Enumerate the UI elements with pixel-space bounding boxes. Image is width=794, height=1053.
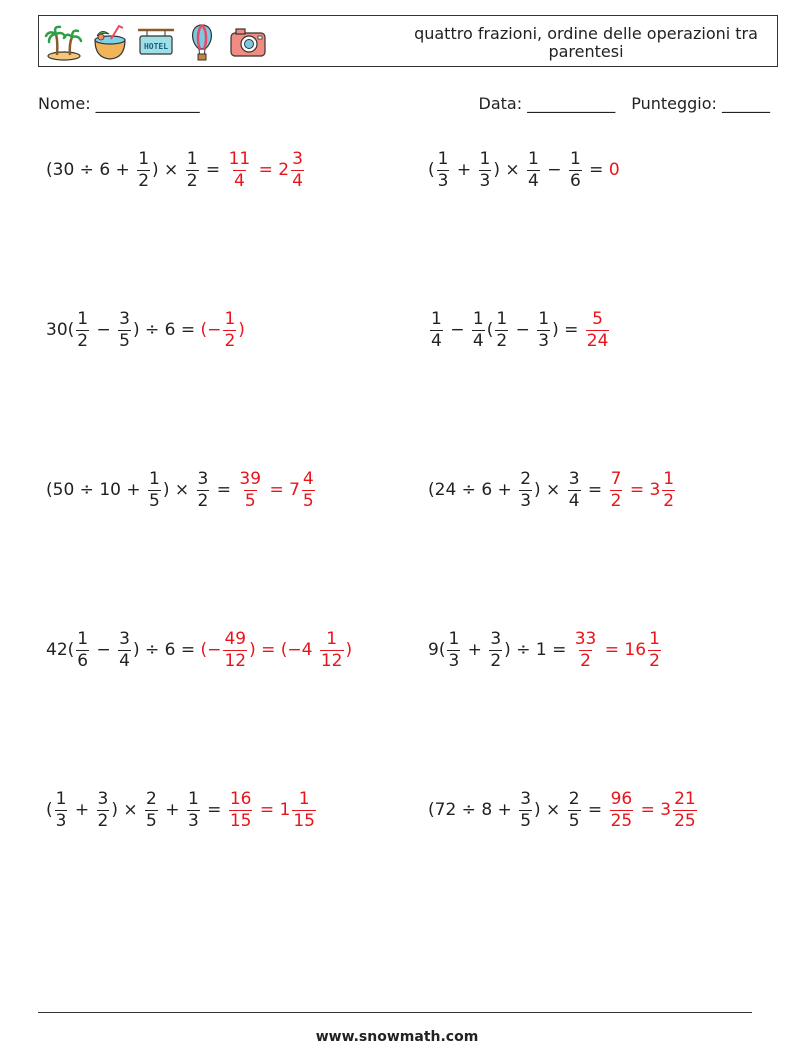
fraction-denominator: 4	[528, 170, 539, 191]
expression-text: =	[201, 800, 227, 820]
fraction-denominator: 2	[490, 650, 502, 671]
expression-text: =	[583, 160, 609, 180]
fraction	[186, 148, 199, 191]
fraction	[586, 308, 610, 351]
expression-text: ) ÷ 6 =	[132, 320, 201, 340]
fraction-numerator: 1	[479, 148, 491, 169]
fraction-denominator: 2	[138, 170, 150, 191]
fraction-numerator: 2	[146, 788, 157, 809]
answer	[584, 308, 612, 351]
expression-text: (24 ÷ 6 +	[428, 480, 518, 500]
fraction-numerator: 16	[229, 788, 252, 809]
fraction	[662, 468, 675, 511]
fraction-numerator: 5	[592, 308, 603, 329]
fraction-denominator: 5	[149, 490, 160, 511]
fraction-numerator: 1	[448, 628, 460, 649]
fraction	[145, 788, 158, 831]
fraction	[472, 308, 485, 351]
fraction	[430, 308, 443, 351]
camera-icon	[227, 22, 269, 62]
fraction-numerator: 21	[674, 788, 696, 809]
expression-text: ) ×	[152, 160, 184, 180]
answer	[200, 308, 245, 351]
fraction	[537, 308, 550, 351]
fraction-numerator: 3	[119, 308, 130, 329]
fraction	[148, 468, 161, 511]
fraction-denominator: 3	[538, 330, 550, 351]
fraction-numerator: 1	[77, 308, 89, 329]
fraction	[527, 148, 540, 191]
fraction-numerator: 1	[528, 148, 539, 169]
expression-text: )	[345, 640, 353, 660]
problem-7	[46, 623, 352, 677]
fraction-numerator: 1	[77, 628, 89, 649]
expression-text: (30 ÷ 6 +	[46, 160, 136, 180]
fraction-numerator: 1	[649, 628, 660, 649]
expression-text: =	[200, 160, 226, 180]
fraction-numerator: 3	[119, 628, 130, 649]
fraction-denominator: 4	[119, 650, 130, 671]
problem-1	[46, 143, 306, 197]
fraction-denominator: 5	[244, 490, 256, 511]
fraction	[489, 628, 502, 671]
header-icons	[43, 22, 269, 62]
fraction-denominator: 4	[472, 330, 484, 351]
expression-text: −	[91, 640, 117, 660]
fraction-numerator: 49	[224, 628, 247, 649]
expression-text: +	[69, 800, 95, 820]
fraction-numerator: 3	[520, 788, 532, 809]
expression-text: ) ×	[534, 480, 566, 500]
fraction-denominator: 2	[97, 810, 109, 831]
fraction-denominator: 12	[320, 650, 343, 671]
fraction	[137, 148, 150, 191]
expression-text: 9(	[428, 640, 446, 660]
fraction	[568, 468, 581, 511]
answer	[572, 628, 663, 671]
fraction-numerator: 1	[569, 148, 581, 169]
fraction	[223, 628, 247, 671]
fraction-denominator: 3	[55, 810, 67, 831]
fraction-denominator: 5	[146, 810, 157, 831]
fraction	[228, 148, 252, 191]
fraction-denominator: 2	[610, 490, 622, 511]
problem-6	[428, 463, 677, 517]
fraction-numerator: 3	[292, 148, 303, 169]
problem-4	[428, 303, 611, 357]
fraction-denominator: 2	[496, 330, 508, 351]
expression-text: (−	[200, 640, 222, 660]
fraction-denominator: 25	[674, 810, 696, 831]
fraction	[479, 148, 492, 191]
answer	[227, 788, 318, 831]
footer-divider	[38, 1012, 752, 1013]
problem-2	[428, 143, 620, 197]
fraction	[97, 788, 110, 831]
fraction-numerator: 1	[186, 148, 198, 169]
fraction-denominator: 5	[302, 490, 314, 511]
expression-text: ) ×	[111, 800, 144, 820]
fraction-denominator: 3	[187, 810, 199, 831]
expression-text: =	[582, 800, 608, 820]
fraction	[569, 148, 582, 191]
fraction	[223, 308, 236, 351]
expression-text: = 2	[253, 160, 290, 180]
fraction	[118, 628, 131, 671]
fraction	[187, 788, 200, 831]
date-field-label: Data: ___________	[478, 94, 616, 113]
expression-text: (	[46, 800, 53, 820]
fraction	[76, 308, 89, 351]
expression-text: −	[444, 320, 470, 340]
fraction-numerator: 1	[496, 308, 508, 329]
fraction-denominator: 3	[479, 170, 491, 191]
expression-text: (	[428, 160, 435, 180]
fraction-numerator: 1	[187, 788, 199, 809]
expression-text: +	[451, 160, 477, 180]
expression-text: (72 ÷ 8 +	[428, 800, 518, 820]
fraction	[574, 628, 598, 671]
expression-text: ) =	[552, 320, 584, 340]
fraction-denominator: 5	[568, 810, 580, 831]
fraction-denominator: 3	[520, 490, 532, 511]
fraction-denominator: 4	[234, 170, 245, 191]
expression-text: = 3	[624, 480, 661, 500]
fraction-denominator: 6	[569, 170, 581, 191]
fraction-denominator: 4	[292, 170, 303, 191]
answer	[236, 468, 316, 511]
fraction	[197, 468, 210, 511]
fraction-denominator: 3	[437, 170, 449, 191]
fraction	[447, 628, 460, 671]
expression-text: 0	[608, 160, 620, 180]
answer	[608, 468, 678, 511]
answer	[609, 160, 620, 180]
fraction	[55, 788, 68, 831]
fraction-numerator: 1	[326, 628, 338, 649]
fraction	[76, 628, 89, 671]
fraction-denominator: 5	[119, 330, 130, 351]
problem-10	[428, 783, 699, 837]
expression-text: ) ÷ 6 =	[132, 640, 201, 660]
fraction	[673, 788, 697, 831]
fraction-denominator: 25	[610, 810, 633, 831]
score-field-label: Punteggio: ______	[631, 94, 770, 113]
fraction-numerator: 1	[55, 788, 67, 809]
fraction	[291, 148, 304, 191]
info-right	[479, 94, 770, 113]
fraction	[648, 628, 661, 671]
expression-text: =	[582, 480, 608, 500]
fraction	[292, 788, 316, 831]
fraction-denominator: 2	[580, 650, 591, 671]
fraction-numerator: 33	[574, 628, 597, 649]
fraction-denominator: 4	[568, 490, 580, 511]
expression-text: (	[486, 320, 494, 340]
fraction-denominator: 2	[186, 170, 198, 191]
expression-text: 42(	[46, 640, 75, 660]
fraction-numerator: 39	[239, 468, 262, 489]
fraction-numerator: 3	[197, 468, 209, 489]
fraction	[519, 788, 532, 831]
expression-text: (−	[200, 320, 222, 340]
hot-air-balloon-icon	[181, 22, 223, 62]
expression-text: ) ×	[534, 800, 566, 820]
fraction-numerator: 1	[138, 148, 150, 169]
fraction-numerator: 7	[610, 468, 622, 489]
fraction	[610, 788, 634, 831]
fraction-denominator: 2	[77, 330, 89, 351]
expression-text: 30(	[46, 320, 75, 340]
fraction-numerator: 1	[431, 308, 442, 329]
answer	[200, 628, 353, 671]
palm-island-icon	[43, 22, 85, 62]
expression-text: = 16	[599, 640, 647, 660]
expression-text: = 1	[254, 800, 291, 820]
fraction-numerator: 1	[538, 308, 550, 329]
fraction-numerator: 2	[520, 468, 532, 489]
fraction	[302, 468, 315, 511]
fraction-denominator: 2	[663, 490, 675, 511]
worksheet-title: quattro frazioni, ordine delle operazioni tra parentesi	[414, 24, 758, 61]
fraction-numerator: 1	[224, 308, 236, 329]
expression-text: −	[91, 320, 117, 340]
expression-text: +	[462, 640, 488, 660]
expression-text: −	[510, 320, 536, 340]
name-field-label: Nome: _____________	[38, 94, 200, 113]
fraction-numerator: 2	[568, 788, 580, 809]
problem-3	[46, 303, 245, 357]
fraction	[610, 468, 623, 511]
fraction	[519, 468, 532, 511]
fraction-numerator: 1	[437, 148, 449, 169]
expression-text: =	[211, 480, 237, 500]
fraction	[437, 148, 450, 191]
fraction-denominator: 3	[448, 650, 460, 671]
fraction-denominator: 12	[224, 650, 247, 671]
problem-8	[428, 623, 663, 677]
hotel-sign-icon	[135, 22, 177, 62]
fraction	[238, 468, 262, 511]
expression-text: = 3	[635, 800, 672, 820]
expression-text: ) ×	[493, 160, 526, 180]
fraction-denominator: 2	[224, 330, 236, 351]
header-box	[38, 15, 778, 67]
fraction-denominator: 5	[520, 810, 532, 831]
fraction-numerator: 1	[472, 308, 484, 329]
fraction	[118, 308, 131, 351]
fraction-denominator: 15	[293, 810, 315, 831]
fraction-numerator: 3	[97, 788, 109, 809]
footer-website: www.snowmath.com	[315, 1029, 479, 1045]
answer	[608, 788, 699, 831]
fraction-numerator: 3	[490, 628, 502, 649]
fraction	[320, 628, 344, 671]
expression-text: +	[159, 800, 185, 820]
expression-text: = 7	[264, 480, 300, 500]
fraction-denominator: 2	[197, 490, 209, 511]
problem-9	[46, 783, 318, 837]
fraction	[495, 308, 508, 351]
expression-text: ) ÷ 1 =	[504, 640, 572, 660]
fraction-denominator: 4	[431, 330, 442, 351]
expression-text: ) = (−4	[249, 640, 318, 660]
fraction-numerator: 4	[302, 468, 314, 489]
fraction-denominator: 2	[649, 650, 660, 671]
hotel-sign-text: HOTEL	[143, 42, 169, 51]
fraction-numerator: 11	[228, 148, 251, 169]
expression-text: −	[541, 160, 567, 180]
coconut-drink-icon	[89, 22, 131, 62]
fraction-numerator: 96	[610, 788, 633, 809]
answer	[226, 148, 306, 191]
expression-text: ) ×	[162, 480, 195, 500]
fraction-numerator: 1	[149, 468, 160, 489]
fraction-numerator: 1	[298, 788, 310, 809]
fraction	[568, 788, 581, 831]
expression-text: )	[238, 320, 245, 340]
fraction-denominator: 6	[77, 650, 89, 671]
fraction-numerator: 3	[568, 468, 580, 489]
fraction-denominator: 24	[586, 330, 609, 351]
fraction-denominator: 15	[229, 810, 252, 831]
expression-text: (50 ÷ 10 +	[46, 480, 146, 500]
fraction	[229, 788, 253, 831]
problem-5	[46, 463, 317, 517]
fraction-numerator: 1	[663, 468, 675, 489]
